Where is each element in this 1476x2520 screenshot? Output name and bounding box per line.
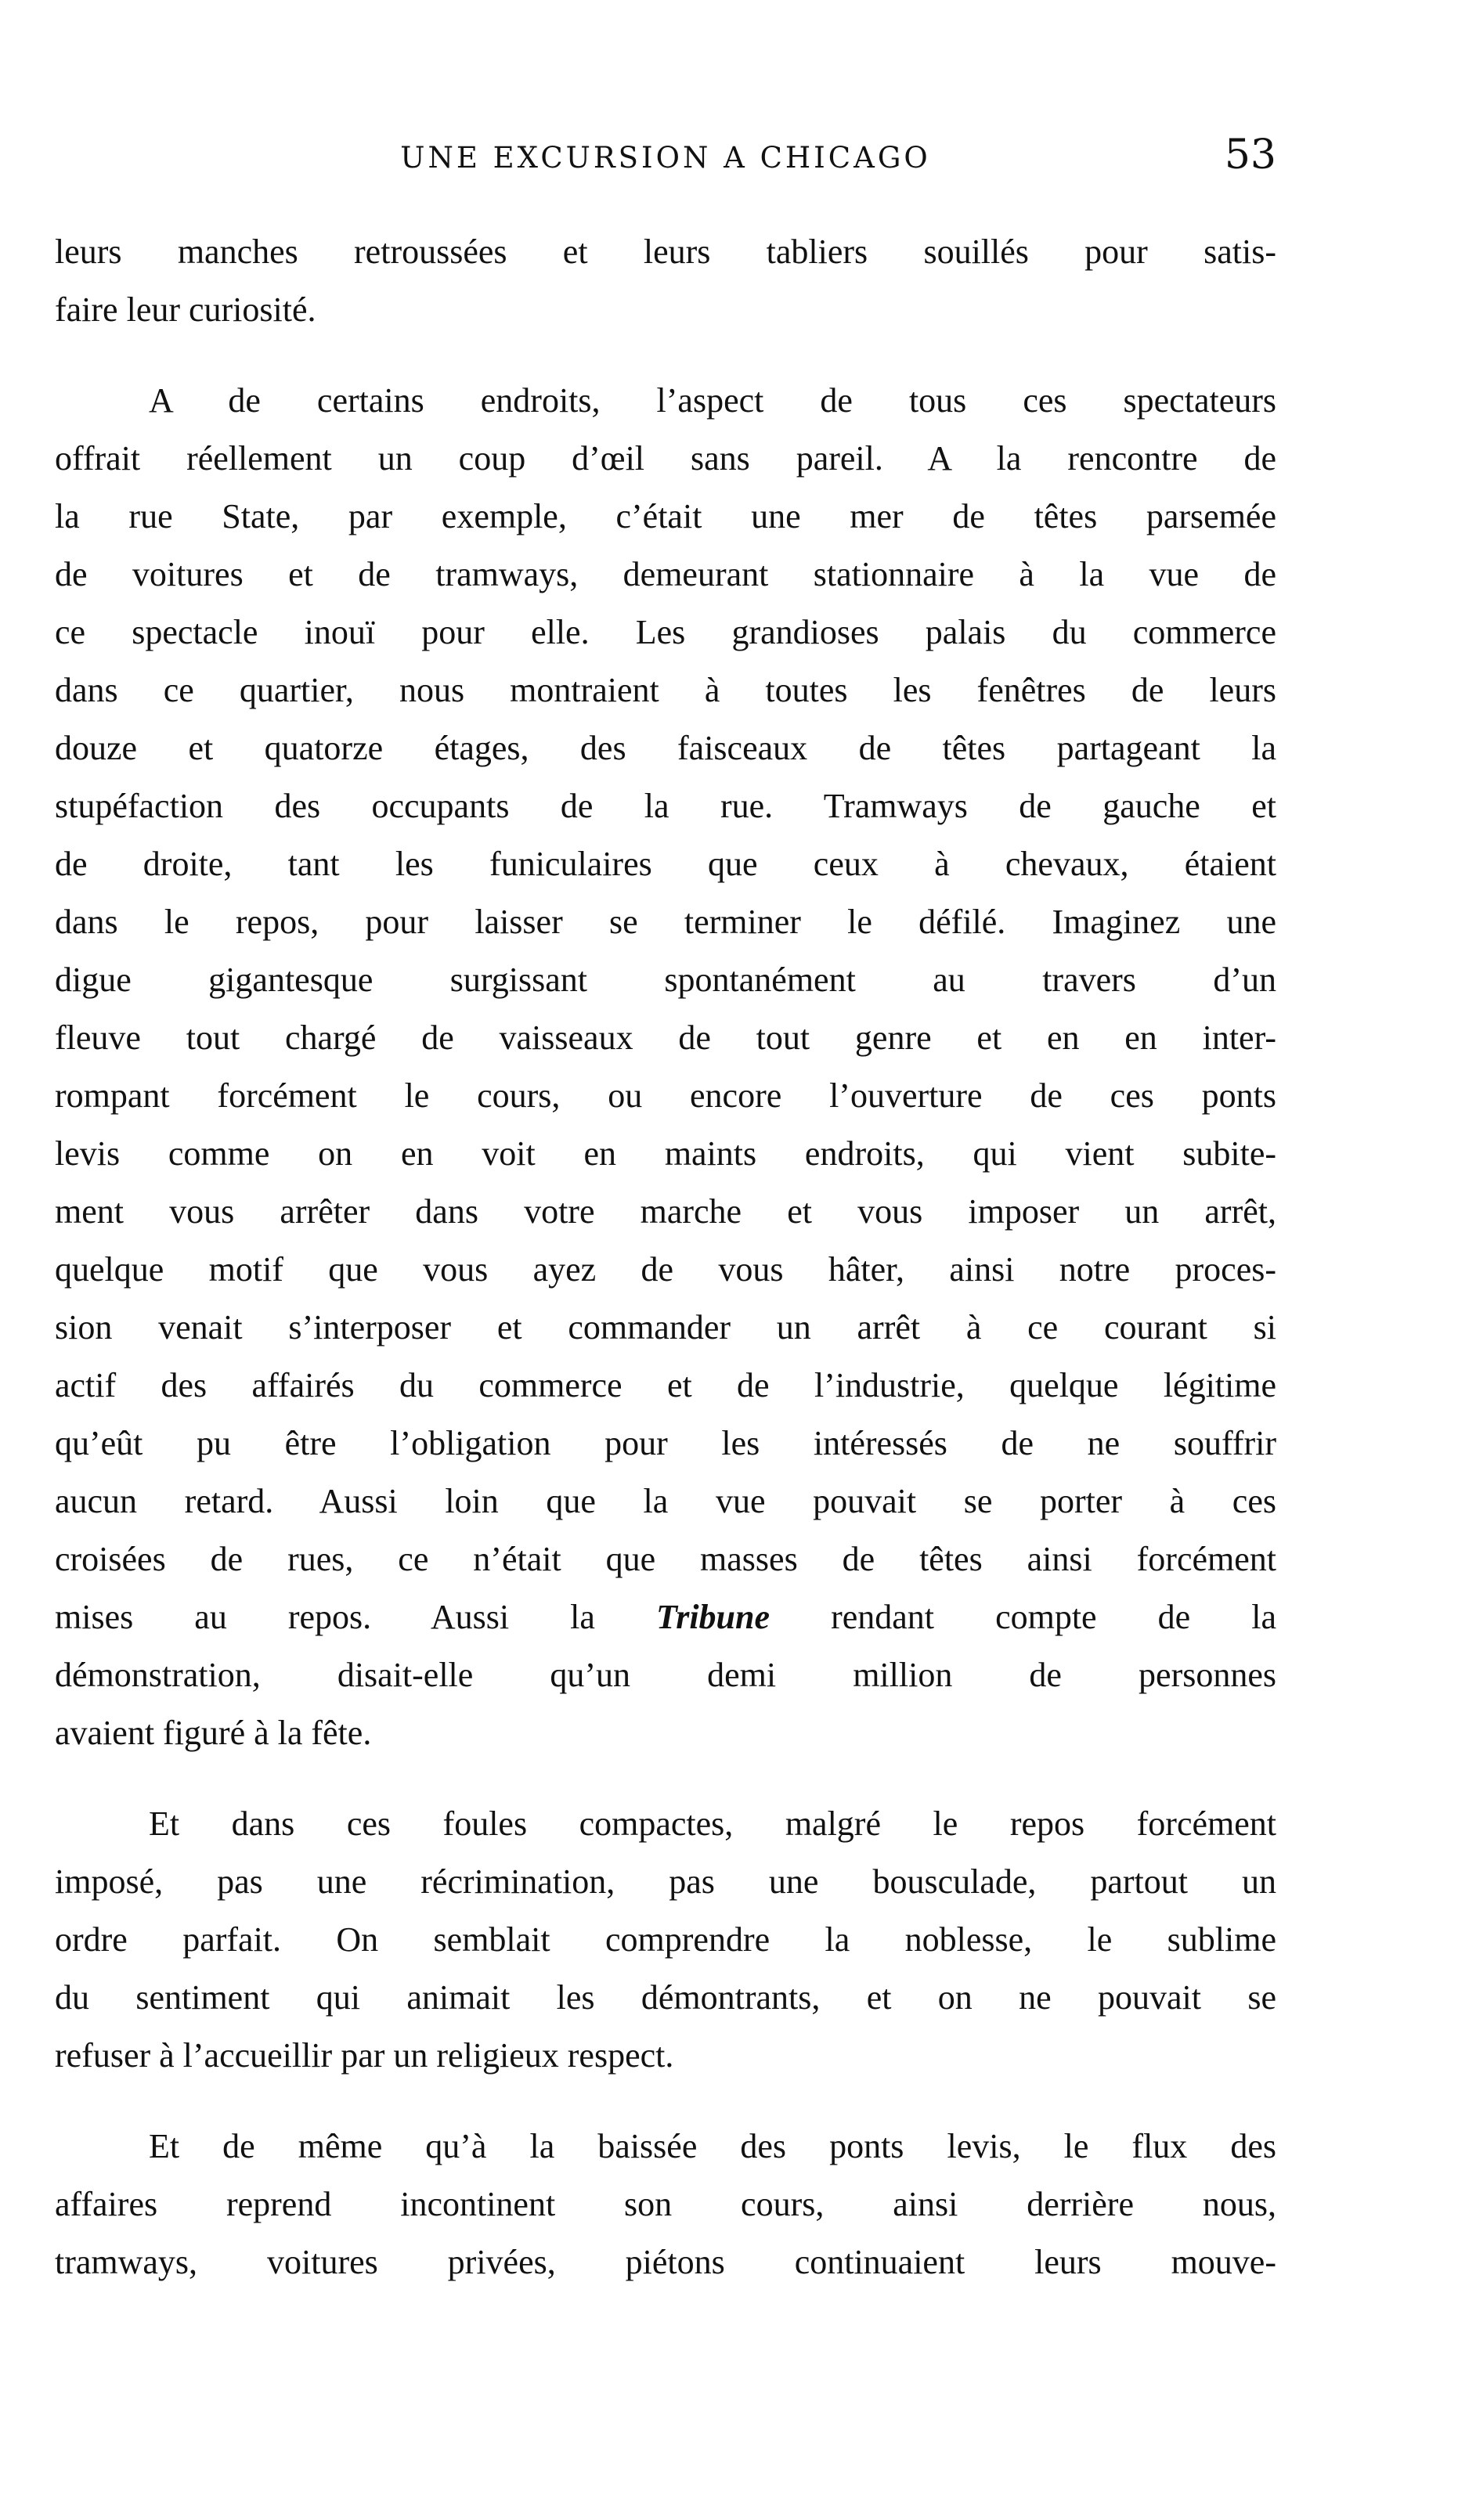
text-line: dans ce quartier, nous montraient à toutes les fenêtres de leurs	[55, 671, 1276, 709]
newspaper-title: Tribune	[655, 1598, 770, 1636]
page-number: 53	[1224, 132, 1276, 178]
text-line: offrait réellement un coup d’œil sans pareil. A la rencontre de	[55, 439, 1276, 478]
text-line: douze et quatorze étages, des faisceaux de têtes partageant la	[55, 729, 1276, 767]
body-text	[55, 223, 1276, 2291]
text-segment: mises au repos. Aussi la	[55, 1598, 656, 1636]
text-line: leurs manches retroussées et leurs tabliers souillés pour satis-	[55, 233, 1276, 271]
text-line: quelque motif que vous ayez de vous hâter, ainsi notre proces-	[55, 1250, 1276, 1289]
text-line: avaient figuré à la fête.	[55, 1714, 372, 1752]
running-head	[55, 132, 1276, 186]
text-segment: rendant compte de la	[770, 1598, 1276, 1636]
text-line: dans le repos, pour laisser se terminer le défilé. Imaginez une	[55, 903, 1276, 941]
text-line: imposé, pas une récrimination, pas une bousculade, partout un	[55, 1862, 1276, 1901]
text-line: refuser à l’accueillir par un religieux respect.	[55, 2036, 674, 2075]
text-line: tramways, voitures privées, piétons continuaient leurs mouve-	[55, 2243, 1276, 2281]
text-line: de voitures et de tramways, demeurant stationnaire à la vue de	[55, 555, 1276, 593]
text-line: digue gigantesque surgissant spontanément au travers d’un	[55, 961, 1276, 999]
text-line: faire leur curiosité.	[55, 290, 316, 329]
text-line: A de certains endroits, l’aspect de tous ces spectateurs	[149, 381, 1276, 420]
text-line: actif des affairés du commerce et de l’industrie, quelque légitime	[55, 1366, 1276, 1404]
text-line: Et de même qu’à la baissée des ponts levis, le flux des	[149, 2127, 1276, 2165]
text-line: qu’eût pu être l’obligation pour les intéressés de ne souffrir	[55, 1424, 1276, 1462]
text-line	[55, 1588, 1276, 1646]
text-line: fleuve tout chargé de vaisseaux de tout genre et en en inter-	[55, 1018, 1276, 1057]
text-line: ce spectacle inouï pour elle. Les grandioses palais du commerce	[55, 613, 1276, 651]
text-line: ment vous arrêter dans votre marche et vous imposer un arrêt,	[55, 1192, 1276, 1231]
text-line: aucun retard. Aussi loin que la vue pouvait se porter à ces	[55, 1482, 1276, 1520]
text-line: stupéfaction des occupants de la rue. Tramways de gauche et	[55, 787, 1276, 825]
text-line: la rue State, par exemple, c’était une mer de têtes parsemée	[55, 497, 1276, 535]
text-line: affaires reprend incontinent son cours, ainsi derrière nous,	[55, 2185, 1276, 2223]
text-line: démonstration, disait-elle qu’un demi million de personnes	[55, 1656, 1276, 1694]
text-line: Et dans ces foules compactes, malgré le repos forcément	[149, 1804, 1276, 1843]
running-title: UNE EXCURSION A CHICAGO	[400, 141, 931, 175]
text-line: de droite, tant les funiculaires que ceux à chevaux, étaient	[55, 845, 1276, 883]
text-line: ordre parfait. On semblait comprendre la noblesse, le sublime	[55, 1920, 1276, 1959]
text-line: du sentiment qui animait les démontrants, et on ne pouvait se	[55, 1978, 1276, 2017]
text-line: sion venait s’interposer et commander un arrêt à ce courant si	[55, 1308, 1276, 1347]
text-line: rompant forcément le cours, ou encore l’ouverture de ces ponts	[55, 1076, 1276, 1115]
text-line: levis comme on en voit en maints endroits, qui vient subite-	[55, 1134, 1276, 1173]
text-line: croisées de rues, ce n’était que masses de têtes ainsi forcément	[55, 1540, 1276, 1578]
